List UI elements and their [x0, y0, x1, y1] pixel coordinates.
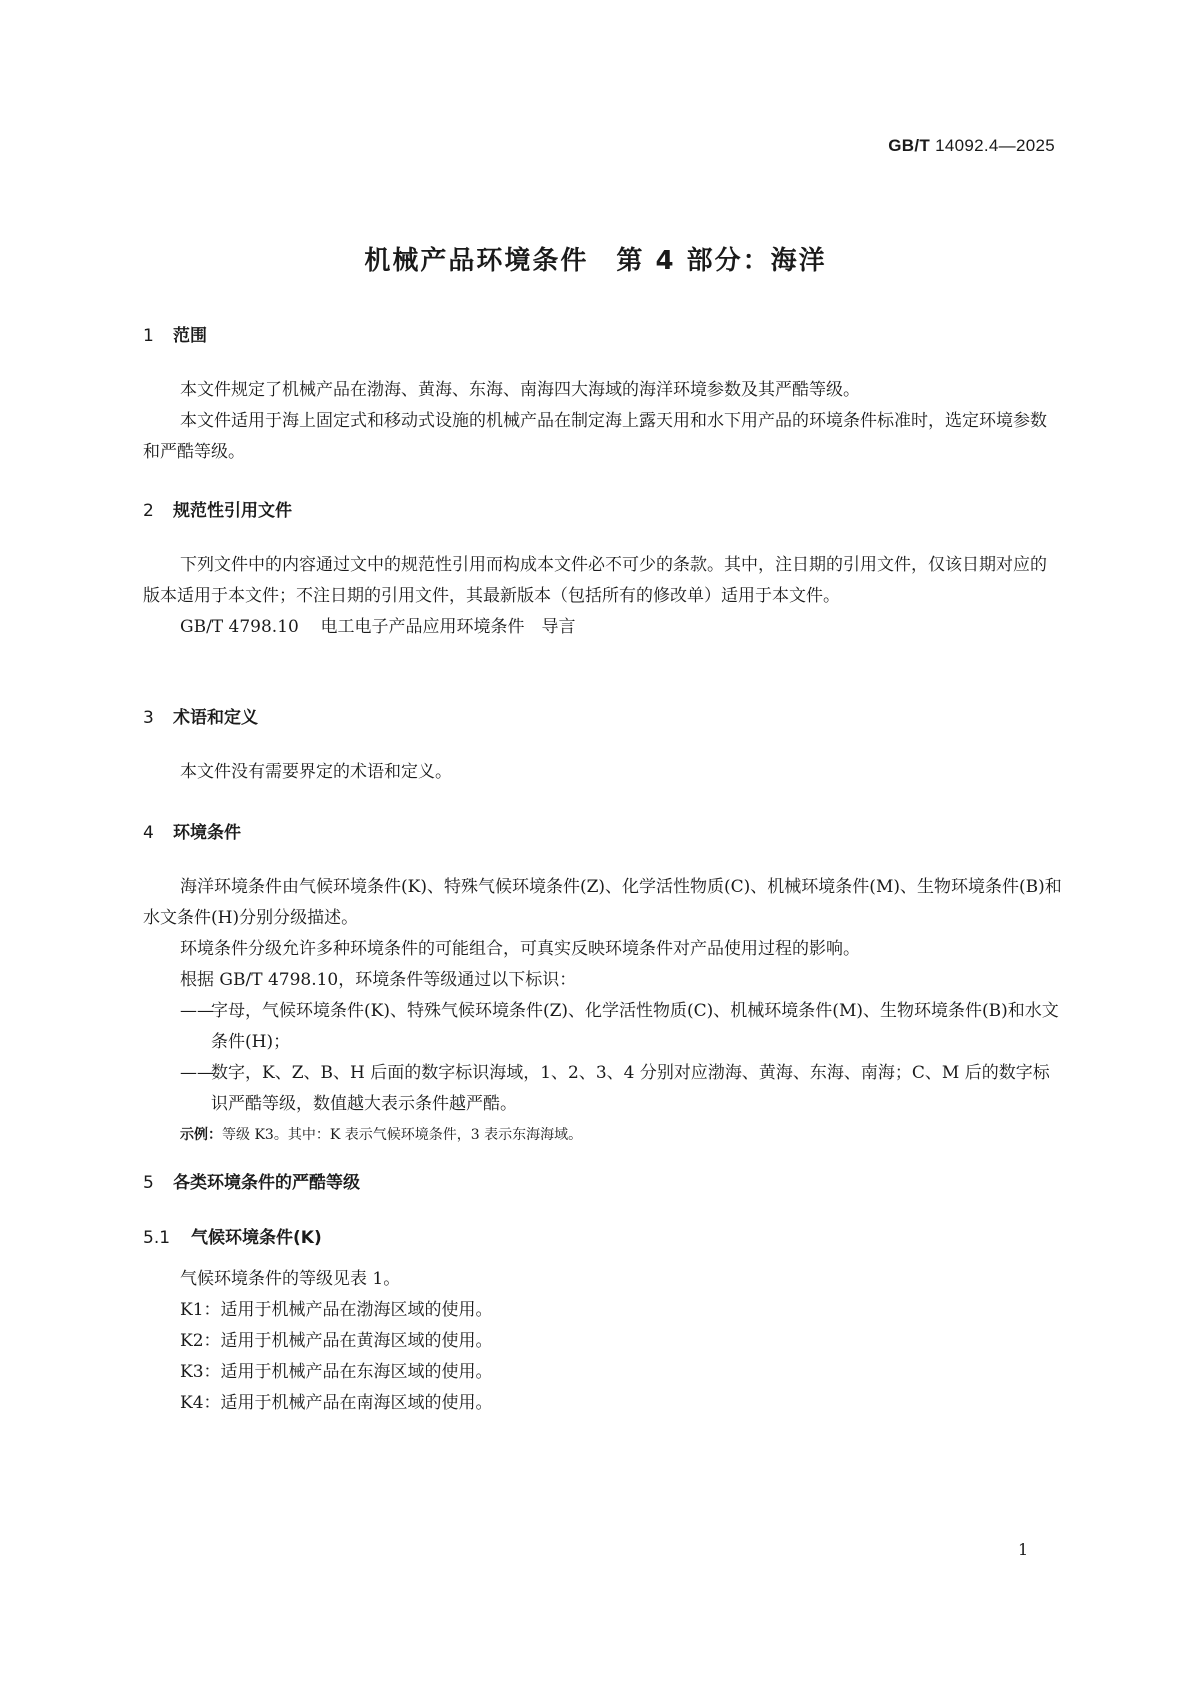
subsection-5-1-heading — [143, 1223, 322, 1248]
paragraph: K2：适用于机械产品在黄海区域的使用。 — [180, 1331, 493, 1351]
section-title: 各类环境条件的严酷等级 — [173, 1173, 360, 1193]
section-title: 术语和定义 — [173, 708, 258, 728]
section-number: 5 — [143, 1173, 154, 1193]
example-label: 示例： — [180, 1127, 222, 1143]
section-3-body — [143, 757, 1063, 788]
paragraph: 下列文件中的内容通过文中的规范性引用而构成本文件必不可少的条款。其中，注日期的引用文件，仅该日期对应的版本适用于本文件；不注日期的引用文件，其最新版本（包括所有的修改单）适用于本文件。 — [143, 555, 1047, 606]
section-2-heading — [143, 496, 292, 521]
section-number: 2 — [143, 501, 154, 521]
subsection-title-end: ) — [313, 1228, 322, 1248]
paragraph: 环境条件分级允许多种环境条件的可能组合，可真实反映环境条件对产品使用过程的影响。 — [180, 939, 860, 959]
section-3-heading — [143, 703, 258, 728]
dash-marker: —— — [180, 1063, 214, 1083]
paragraph: 本文件适用于海上固定式和移动式设施的机械产品在制定海上露天用和水下用产品的环境条件标准时，选定环境参数和严酷等级。 — [143, 411, 1047, 462]
section-number: 4 — [143, 823, 154, 843]
standard-prefix: GB/T — [888, 136, 931, 155]
subsection-5-1-body — [143, 1264, 1063, 1419]
section-1-body — [143, 375, 1063, 468]
subsection-title-main: 气候环境条件( — [191, 1228, 301, 1248]
section-5-heading — [143, 1168, 360, 1193]
list-item — [143, 1058, 1063, 1120]
dash-marker: —— — [180, 1001, 214, 1021]
section-1-heading — [143, 321, 207, 346]
section-title: 环境条件 — [173, 823, 241, 843]
paragraph: 根据 GB/T 4798.10，环境条件等级通过以下标识： — [180, 970, 577, 990]
reference-code: GB/T 4798.10 — [180, 617, 299, 637]
section-title: 范围 — [173, 326, 207, 346]
subsection-number: 5.1 — [143, 1228, 171, 1248]
section-number: 3 — [143, 708, 154, 728]
standard-code — [888, 136, 1055, 156]
paragraph: 海洋环境条件由气候环境条件(K)、特殊气候环境条件(Z)、化学活性物质(C)、机械环境条件(M)、生物环境条件(B)和水文条件(H)分别分级描述。 — [143, 877, 1062, 928]
list-item-text: 数字，K、Z、B、H 后面的数字标识海域，1、2、3、4 分别对应渤海、黄海、东海、南海；C、M 后的数字标识严酷等级，数值越大表示条件越严酷。 — [211, 1063, 1050, 1114]
section-4-body — [143, 872, 1063, 1146]
page-number: 1 — [1018, 1540, 1029, 1559]
example-note — [180, 1124, 1063, 1146]
paragraph: K3：适用于机械产品在东海区域的使用。 — [180, 1362, 493, 1382]
section-number: 1 — [143, 326, 154, 346]
reference-title: 电工电子产品应用环境条件 导言 — [320, 617, 576, 637]
normative-reference — [143, 612, 1063, 643]
section-4-heading — [143, 818, 241, 843]
document-title: 机械产品环境条件 第 4 部分：海洋 — [364, 246, 827, 276]
section-title: 规范性引用文件 — [173, 501, 292, 521]
example-text: 等级 K3。其中：K 表示气候环境条件，3 表示东海海域。 — [222, 1127, 583, 1143]
list-item-text: 字母，气候环境条件(K)、特殊气候环境条件(Z)、化学活性物质(C)、机械环境条件(M)、生物环境条件(B)和水文条件(H)； — [211, 1001, 1059, 1052]
paragraph: K1：适用于机械产品在渤海区域的使用。 — [180, 1300, 493, 1320]
paragraph: K4：适用于机械产品在南海区域的使用。 — [180, 1393, 493, 1413]
paragraph: 本文件规定了机械产品在渤海、黄海、东海、南海四大海域的海洋环境参数及其严酷等级。 — [180, 380, 860, 400]
section-2-body — [143, 550, 1063, 643]
paragraph: 本文件没有需要界定的术语和定义。 — [180, 762, 452, 782]
list-item — [143, 996, 1063, 1058]
paragraph: 气候环境条件的等级见表 1。 — [180, 1269, 401, 1289]
standard-number: 14092.4—2025 — [935, 136, 1055, 155]
subsection-title-letter: K — [300, 1228, 314, 1248]
